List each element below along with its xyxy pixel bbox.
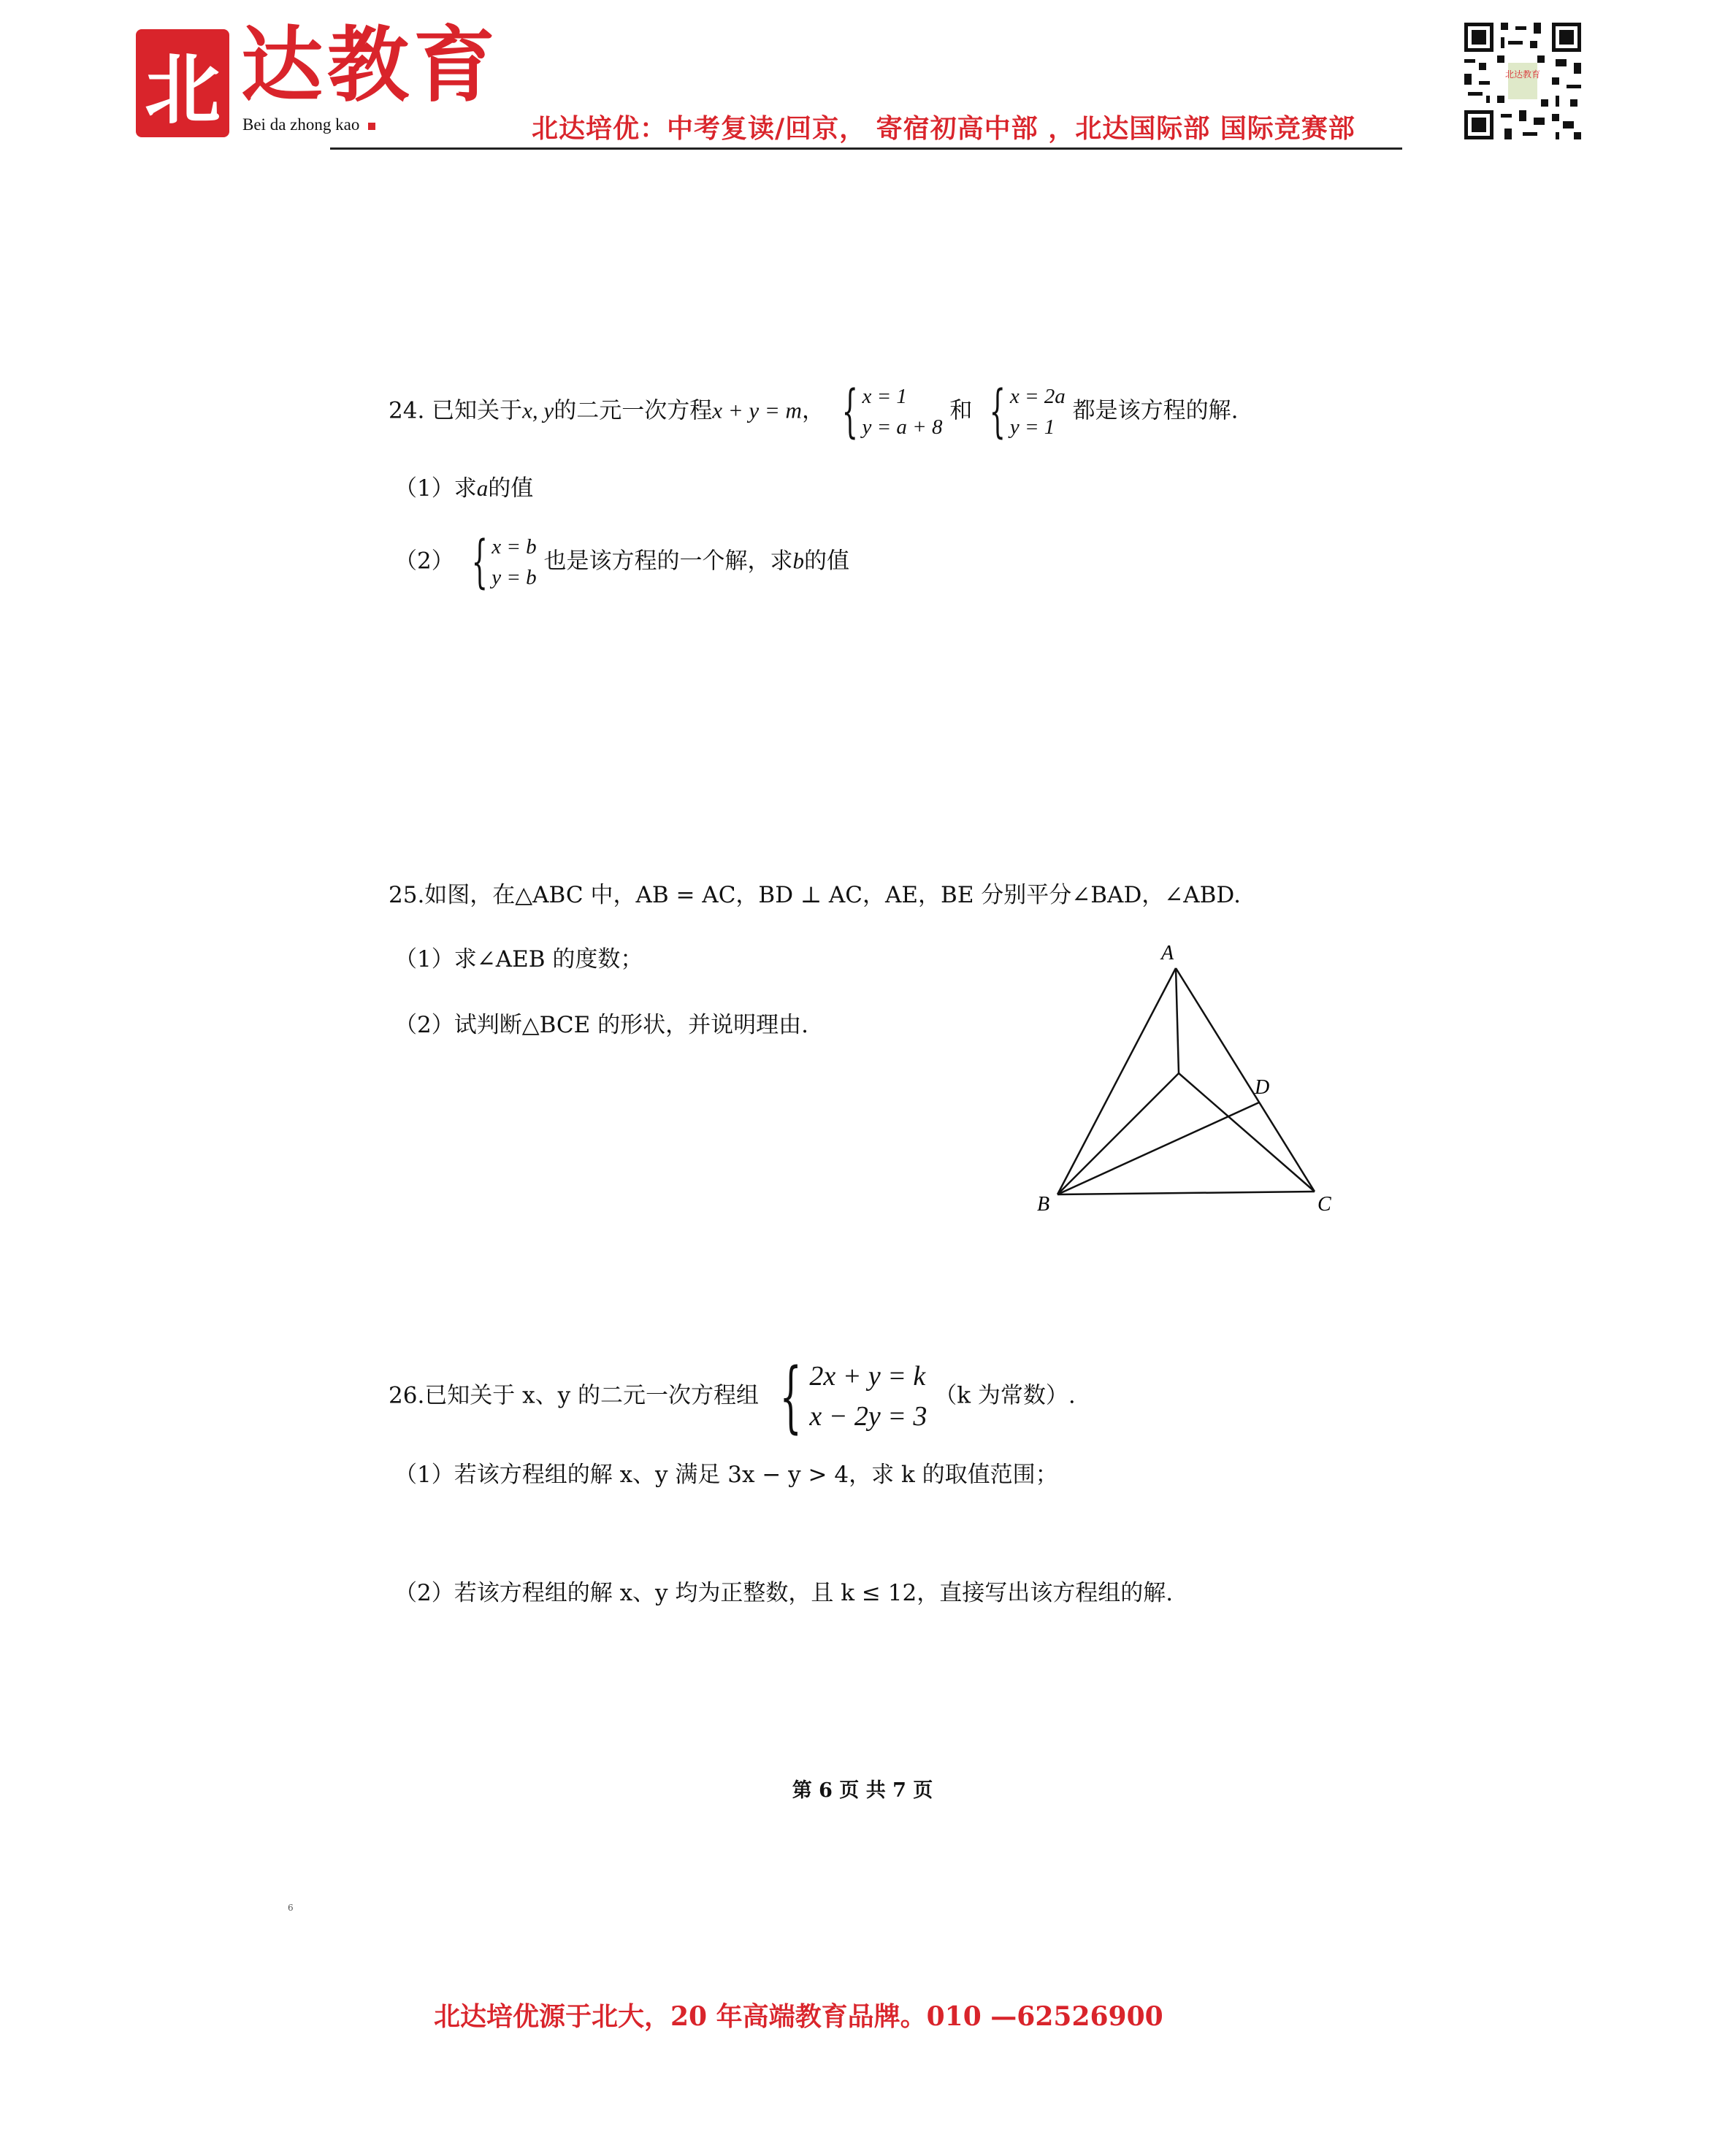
q26-part1: （1）若该方程组的解 x、y 满足 3x − y > 4，求 k 的取值范围； xyxy=(394,1462,1058,1488)
q26-system: { 2x + y = k x − 2y = 3 xyxy=(779,1351,927,1442)
label-b: B xyxy=(1037,1193,1050,1216)
header-slogan: 北达培优：中考复读/回京， 寄宿初高中部 ，北达国际部 国际竞赛部 xyxy=(532,113,1355,144)
page-number: 第 6 页 共 7 页 xyxy=(792,1779,933,1802)
logo-mark: 北 xyxy=(136,29,229,137)
header-divider xyxy=(330,147,1402,150)
q24-stem: 24. 已知关于x, y的二元一次方程x + y = m， { x = 1 y = a + 8 和 { x = 2a y = 1 都是该方程的解. xyxy=(389,379,1239,445)
logo-text: 达教育 xyxy=(241,18,500,113)
qr-center-label: 北达教育 xyxy=(1504,69,1541,80)
triangle-figure xyxy=(1008,927,1344,1219)
footer-slogan: 北达培优源于北大，20 年高端教育品牌。010 —62526900 xyxy=(434,2001,1163,2032)
label-d: D xyxy=(1255,1076,1270,1099)
scan-mark: 6 xyxy=(288,1903,294,1913)
q24-part2-system: { x = b y = b xyxy=(471,529,537,596)
segment-bc xyxy=(1057,1192,1315,1194)
qr-code-icon xyxy=(1461,19,1585,143)
label-a: A xyxy=(1161,942,1174,964)
logo-subtitle: Bei da zhong kao xyxy=(242,115,375,134)
q25-part1: （1）求∠AEB 的度数； xyxy=(394,946,643,972)
q24-system-1: { x = 1 y = a + 8 xyxy=(841,379,943,445)
q26-part2: （2）若该方程组的解 x、y 均为正整数，且 k ≤ 12，直接写出该方程组的解. xyxy=(394,1580,1174,1606)
segment-ce xyxy=(1179,1073,1315,1192)
q25-stem: 25.如图，在△ABC 中，AB = AC，BD ⊥ AC，AE，BE 分别平分∠BAD，∠ABD. xyxy=(389,882,1242,908)
segment-be xyxy=(1057,1073,1179,1194)
q24-part1: （1）求a的值 xyxy=(394,475,534,502)
label-c: C xyxy=(1317,1193,1331,1216)
q24-part2: （2） { x = b y = b 也是该方程的一个解，求b的值 xyxy=(394,529,850,596)
segment-ac xyxy=(1176,968,1315,1192)
q24-system-2: { x = 2a y = 1 xyxy=(989,379,1066,445)
q26-stem: 26.已知关于 x、y 的二元一次方程组 { 2x + y = k x − 2y = 3 （k 为常数）. xyxy=(389,1351,1076,1442)
segment-ab xyxy=(1057,968,1176,1194)
segment-ae xyxy=(1176,968,1179,1073)
q25-part2: （2）试判断△BCE 的形状，并说明理由. xyxy=(394,1012,808,1038)
